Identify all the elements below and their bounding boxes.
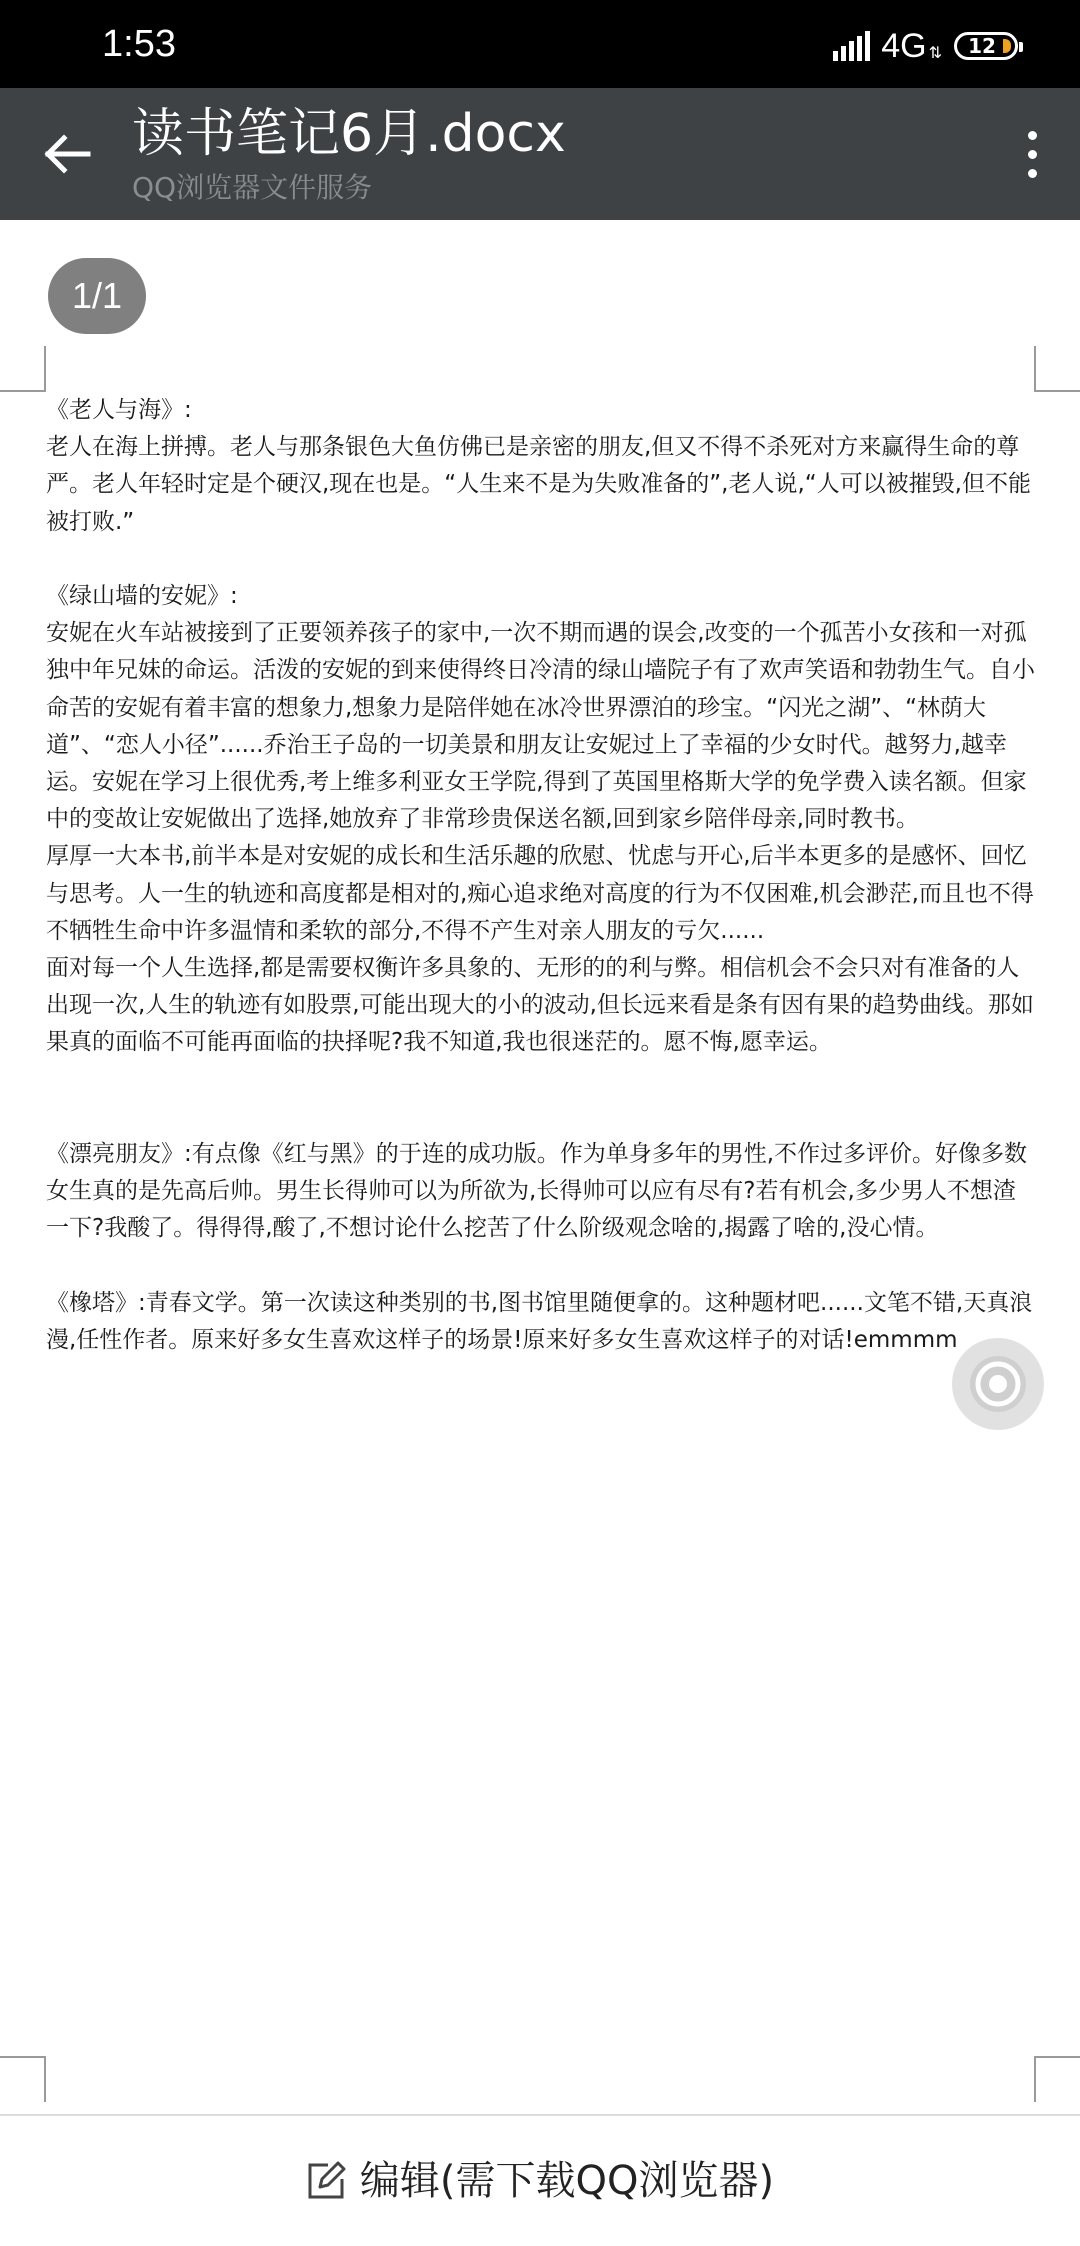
doc-blank-line (46, 1062, 1036, 1099)
document-title: 读书笔记6月.docx (132, 104, 566, 164)
crop-mark-bottom-left (0, 2056, 46, 2102)
doc-paragraph: 老人在海上拼搏。老人与那条银色大鱼仿佛已是亲密的朋友,但又不得不杀死对方来赢得生命的尊严。老人年轻时定是个硬汉,现在也是。“人生来不是为失败准备的”,老人说,“人可以被摧毁,但不能被打败.” (46, 434, 1031, 535)
doc-paragraph: 安妮在火车站被接到了正要领养孩子的家中,一次不期而遇的误会,改变的一个孤苦小女孩和一对孤独中年兄妹的命运。活泼的安妮的到来使得终日冷清的绿山墙院子有了欢声笑语和勃勃生气。自小命苦的安妮有着丰富的想象力,想象力是陪伴她在冰冷世界漂泊的珍宝。“闪光之湖”、“林荫大道”、“恋人小径”......乔治王子岛的一切美景和朋友让安妮过上了幸福的少女时代。越努力,越幸运。安妮在学习上很优秀,考上维多利亚女王学院,得到了英国里格斯大学的免学费入读名额。但家中的变故让安妮做出了选择,她放弃了非常珍贵保送名额,回到家乡陪伴母亲,同时教书。 (46, 620, 1035, 833)
doc-blank-line (46, 1248, 1036, 1285)
signal-icon (833, 31, 873, 61)
bottom-bar (0, 2114, 1080, 2246)
doc-paragraph: 厚厚一大本书,前半本是对安妮的成长和生活乐趣的欣慰、忧虑与开心,后半本更多的是感怀、回忆与思考。人一生的轨迹和高度都是相对的,痴心追求绝对高度的行为不仅困难,机会渺茫,而且也不得不牺牲生命中许多温情和柔软的部分,不得不产生对亲人朋友的亏欠...... (46, 843, 1034, 944)
edit-pencil-icon (306, 2161, 346, 2201)
battery-level: 12 (968, 34, 996, 58)
more-vertical-icon (1028, 131, 1037, 140)
battery-fill (1003, 39, 1011, 53)
doc-paragraph: 《橡塔》:青春文学。第一次读这种类别的书,图书馆里随便拿的。这种题材吧......文笔不错,天真浪漫,任性作者。原来好多女生喜欢这样子的场景!原来好多女生喜欢这样子的对话!emmmm (46, 1289, 1033, 1354)
floating-action-button[interactable] (952, 1338, 1044, 1430)
doc-paragraph: 《老人与海》: (46, 397, 192, 423)
edit-button[interactable] (0, 2116, 1080, 2246)
more-options-button[interactable] (1002, 116, 1062, 192)
doc-paragraph: 《漂亮朋友》:有点像《红与黑》的于连的成功版。作为单身多年的男性,不作过多评价。好像多数女生真的是先高后帅。男生长得帅可以为所欲为,长得帅可以应有尽有?若有机会,多少男人不想渣一下?我酸了。得得得,酸了,不想讨论什么挖苦了什么阶级观念啥的,揭露了啥的,没心情。 (46, 1141, 1028, 1242)
crop-mark-top-right (1034, 346, 1080, 392)
doc-paragraph: 《绿山墙的安妮》: (46, 583, 238, 609)
doc-blank-line (46, 541, 1036, 578)
target-icon (966, 1352, 1030, 1416)
document-content[interactable] (46, 392, 1036, 1359)
arrow-left-icon (44, 134, 92, 174)
app-bar (0, 88, 1080, 220)
back-button[interactable] (30, 116, 106, 192)
crop-mark-top-left (0, 346, 46, 392)
doc-paragraph: 面对每一个人生选择,都是需要权衡许多具象的、无形的的利与弊。相信机会不会只对有准备的人出现一次,人生的轨迹有如股票,可能出现大的小的波动,但长远来看是条有因有果的趋势曲线。那如果真的面临不可能再面临的抉择呢?我不知道,我也很迷茫的。愿不悔,愿幸运。 (46, 955, 1034, 1056)
data-arrows-icon: ⇅ (928, 43, 942, 62)
status-time: 1:53 (102, 23, 176, 65)
status-bar (0, 0, 1080, 88)
crop-mark-bottom-right (1034, 2056, 1080, 2102)
network-type: 4G (881, 27, 927, 65)
battery-icon (954, 32, 1018, 60)
page-indicator: 1/1 (48, 258, 146, 334)
status-indicators (833, 26, 1018, 66)
doc-blank-line (46, 1099, 1036, 1136)
edit-button-label: 编辑(需下载QQ浏览器) (359, 2158, 775, 2204)
document-subtitle: QQ浏览器文件服务 (132, 171, 373, 204)
